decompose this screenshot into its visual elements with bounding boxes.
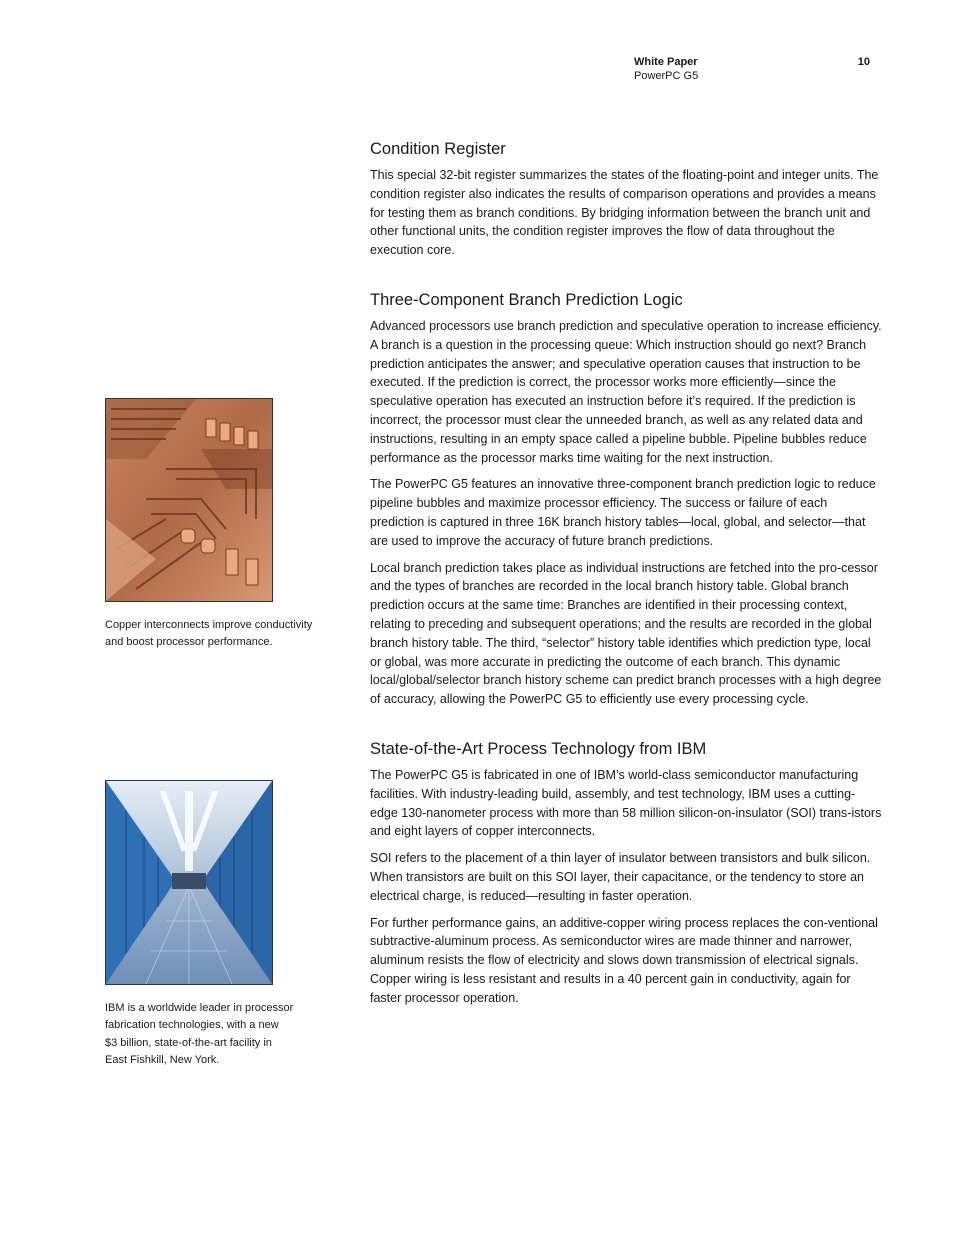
doc-subject: PowerPC G5 bbox=[634, 70, 699, 82]
figure-ibm-facility bbox=[105, 780, 345, 1070]
paragraph: Local branch prediction takes place as individual instructions are fetched into the pro-cessor and the types of branches are recorded in the local branch history table. Global branch prediction occurs at the same time: Branches are identified in their processing context, relating to preceding and subsequent operations; and the results are recorded in the global branch history table. The third, “selector” history table identifies which prediction type, local or global, was more accurate in predicting the outcome of each branch. This dynamic local/global/selector branch history scheme can predict branch processes with a high degree of accuracy, allowing the PowerPC G5 to efficiently use every processing cycle. bbox=[370, 560, 882, 707]
section-branch-prediction bbox=[370, 289, 882, 709]
paragraph: Advanced processors use branch prediction and speculative operation to increase efficiency. A branch is a question in the processing queue: Which instruction should go next? Branch prediction anticipates the answer; and speculative operation causes that instruction to be executed. If the prediction is correct, the processor works more efficiently—since the speculative operation has executed an instruction before it’s required. If the prediction is incorrect, the processor must clear the unneeded branch, as well as any related data and instructions, resulting in an empty space called a pipeline bubble. Pipeline bubbles reduce performance as the processor marks time waiting for the next instruction. bbox=[370, 318, 882, 465]
paragraph: For further performance gains, an additive-copper wiring process replaces the con-ventional subtractive-aluminum process. As semiconductor wires are made thinner and narrower, aluminum resists the flow of electricity and slows down transmission of electrical signals. Copper wiring is less resistant and results in a 40 percent gain in conductivity, again for faster processor operation. bbox=[370, 915, 878, 1005]
section-process-technology bbox=[370, 738, 882, 1008]
figure-caption: IBM is a worldwide leader in processor fabrication technologies, with a new $3 billion, state-of-the-art facility in East Fishkill, New York. bbox=[105, 1002, 294, 1067]
page-number: 10 bbox=[857, 56, 870, 68]
figure-copper-interconnects bbox=[105, 398, 345, 652]
copper-interconnect-photo bbox=[105, 398, 273, 602]
section-heading: Condition Register bbox=[370, 140, 506, 158]
paragraph: SOI refers to the placement of a thin layer of insulator between transistors and bulk silicon. When transistors are built on this SOI layer, their capacitance, or the tendency to store an electrical charge, is reduced—resulting in faster operation. bbox=[370, 851, 871, 903]
body-column bbox=[370, 138, 882, 1028]
figure-caption: Copper interconnects improve conductivity and boost processor performance. bbox=[105, 619, 313, 649]
paragraph: The PowerPC G5 features an innovative three-component branch prediction logic to reduce pipeline bubbles and maximize processor efficiency. The success or failure of each prediction is captured in three 16K branch history tables—local, global, and selector—that are used to improve the accuracy of future branch predictions. bbox=[370, 477, 876, 548]
section-heading: State-of-the-Art Process Technology from IBM bbox=[370, 739, 707, 758]
doc-type: White Paper bbox=[634, 56, 698, 68]
paragraph: The PowerPC G5 is fabricated in one of IBM’s world-class semiconductor manufacturing facilities. With industry-leading build, assembly, and test technology, IBM uses a cutting-edge 130-nanometer process with more than 58 million silicon-on-insulator (SOI) trans-istors and eight layers of copper interconnects. bbox=[370, 767, 882, 839]
ibm-facility-photo bbox=[105, 780, 273, 985]
section-heading: Three-Component Branch Prediction Logic bbox=[370, 290, 683, 309]
paragraph: This special 32-bit register summarizes the states of the floating-point and integer units. The condition register also indicates the results of comparison operations and provides a means for testing them as branch conditions. By bridging information between the branch unit and other functional units, the condition register improves the flow of data throughout the execution core. bbox=[370, 168, 879, 258]
section-condition-register bbox=[370, 138, 882, 260]
